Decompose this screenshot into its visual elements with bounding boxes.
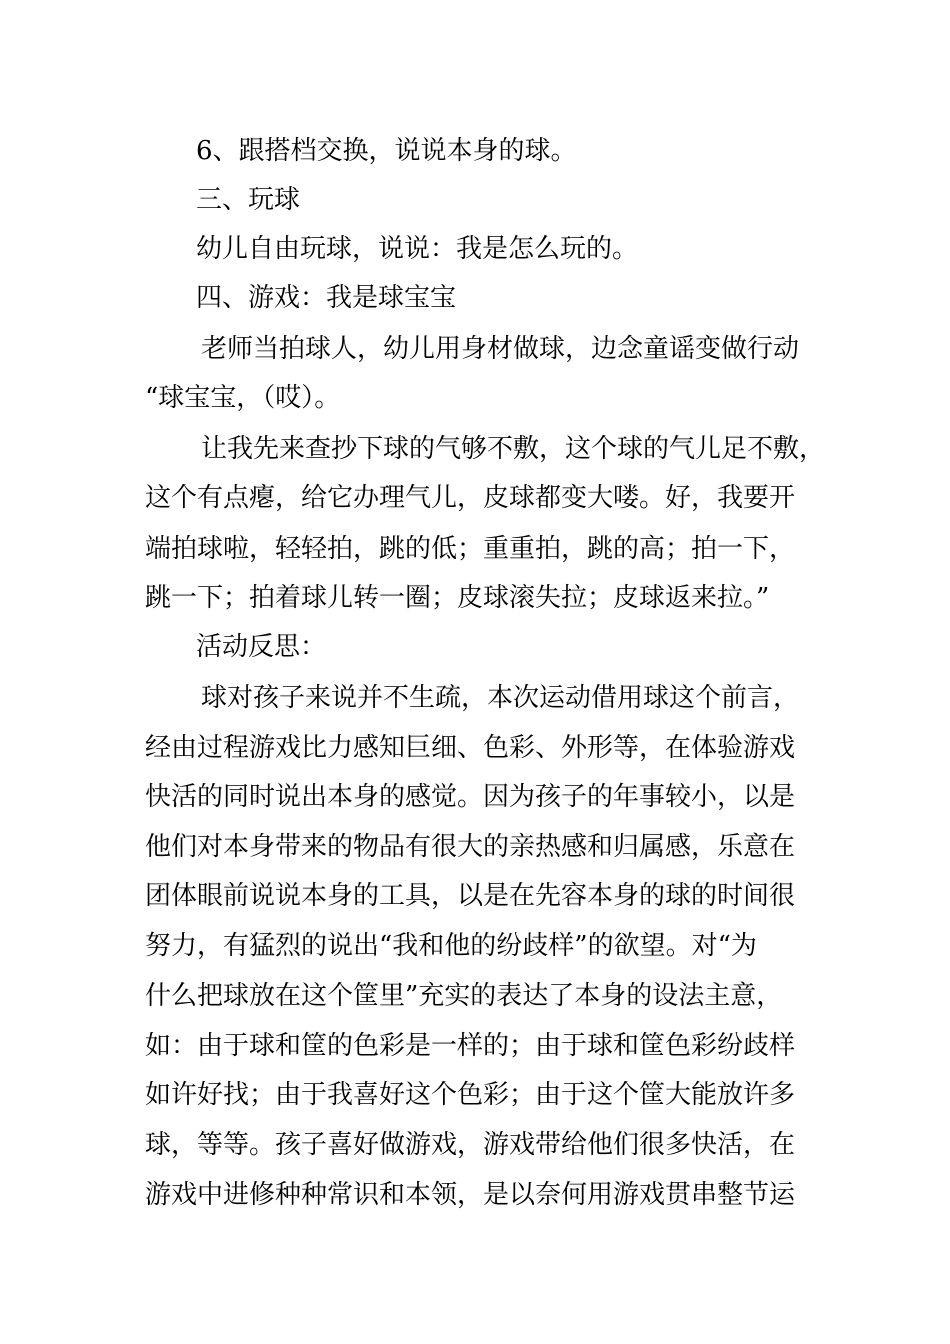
text-line: 团体眼前说说本身的工具，以是在先容本身的球的时间很	[145, 881, 796, 911]
text-line: “球宝宝，（哎）。	[145, 383, 341, 413]
text-line: 经由过程游戏比力感知巨细、色彩、外形等，在体验游戏	[145, 733, 796, 763]
text-line: 快活的同时说出本身的感觉。因为孩子的年事较小，以是	[145, 782, 796, 812]
text-line: 端拍球啦，轻轻拍，跳的低；重重拍，跳的高；拍一下，	[145, 534, 796, 564]
text-line: 跳一下；拍着球儿转一圈；皮球滚失拉；皮球返来拉。”	[145, 583, 770, 613]
text-line: 6、跟搭档交换，说说本身的球。	[196, 136, 577, 166]
section-heading: 三、玩球	[196, 185, 301, 215]
section-heading: 活动反思：	[196, 632, 327, 662]
text-line: 这个有点瘪，给它办理气儿，皮球都变大喽。好，我要开	[145, 483, 796, 513]
text-line: 幼儿自由玩球，说说：我是怎么玩的。	[196, 234, 639, 264]
text-line: 游戏中进修种种常识和本领，是以奈何用游戏贯串整节运	[145, 1180, 796, 1210]
text-line: 让我先来查抄下球的气够不敷，这个球的气儿足不敷，	[201, 434, 826, 464]
text-line: 什么把球放在这个筐里”充实的表达了本身的设法主意，	[145, 981, 783, 1011]
text-line: 如许好找；由于我喜好这个色彩；由于这个筐大能放许多	[145, 1080, 796, 1110]
text-line: 努力，有猛烈的说出“我和他的纷歧样”的欲望。对“为	[145, 931, 757, 961]
text-line: 球，等等。孩子喜好做游戏，游戏带给他们很多快活，在	[145, 1130, 796, 1160]
section-heading: 四、游戏：我是球宝宝	[196, 283, 457, 313]
text-line: 球对孩子来说并不生疏，本次运动借用球这个前言，	[201, 683, 800, 713]
text-line: 老师当拍球人，幼儿用身材做球，边念童谣变做行动	[201, 334, 800, 364]
text-line: 他们对本身带来的物品有很大的亲热感和归属感，乐意在	[145, 832, 796, 862]
text-line: 如：由于球和筐的色彩是一样的；由于球和筐色彩纷歧样	[145, 1031, 796, 1061]
